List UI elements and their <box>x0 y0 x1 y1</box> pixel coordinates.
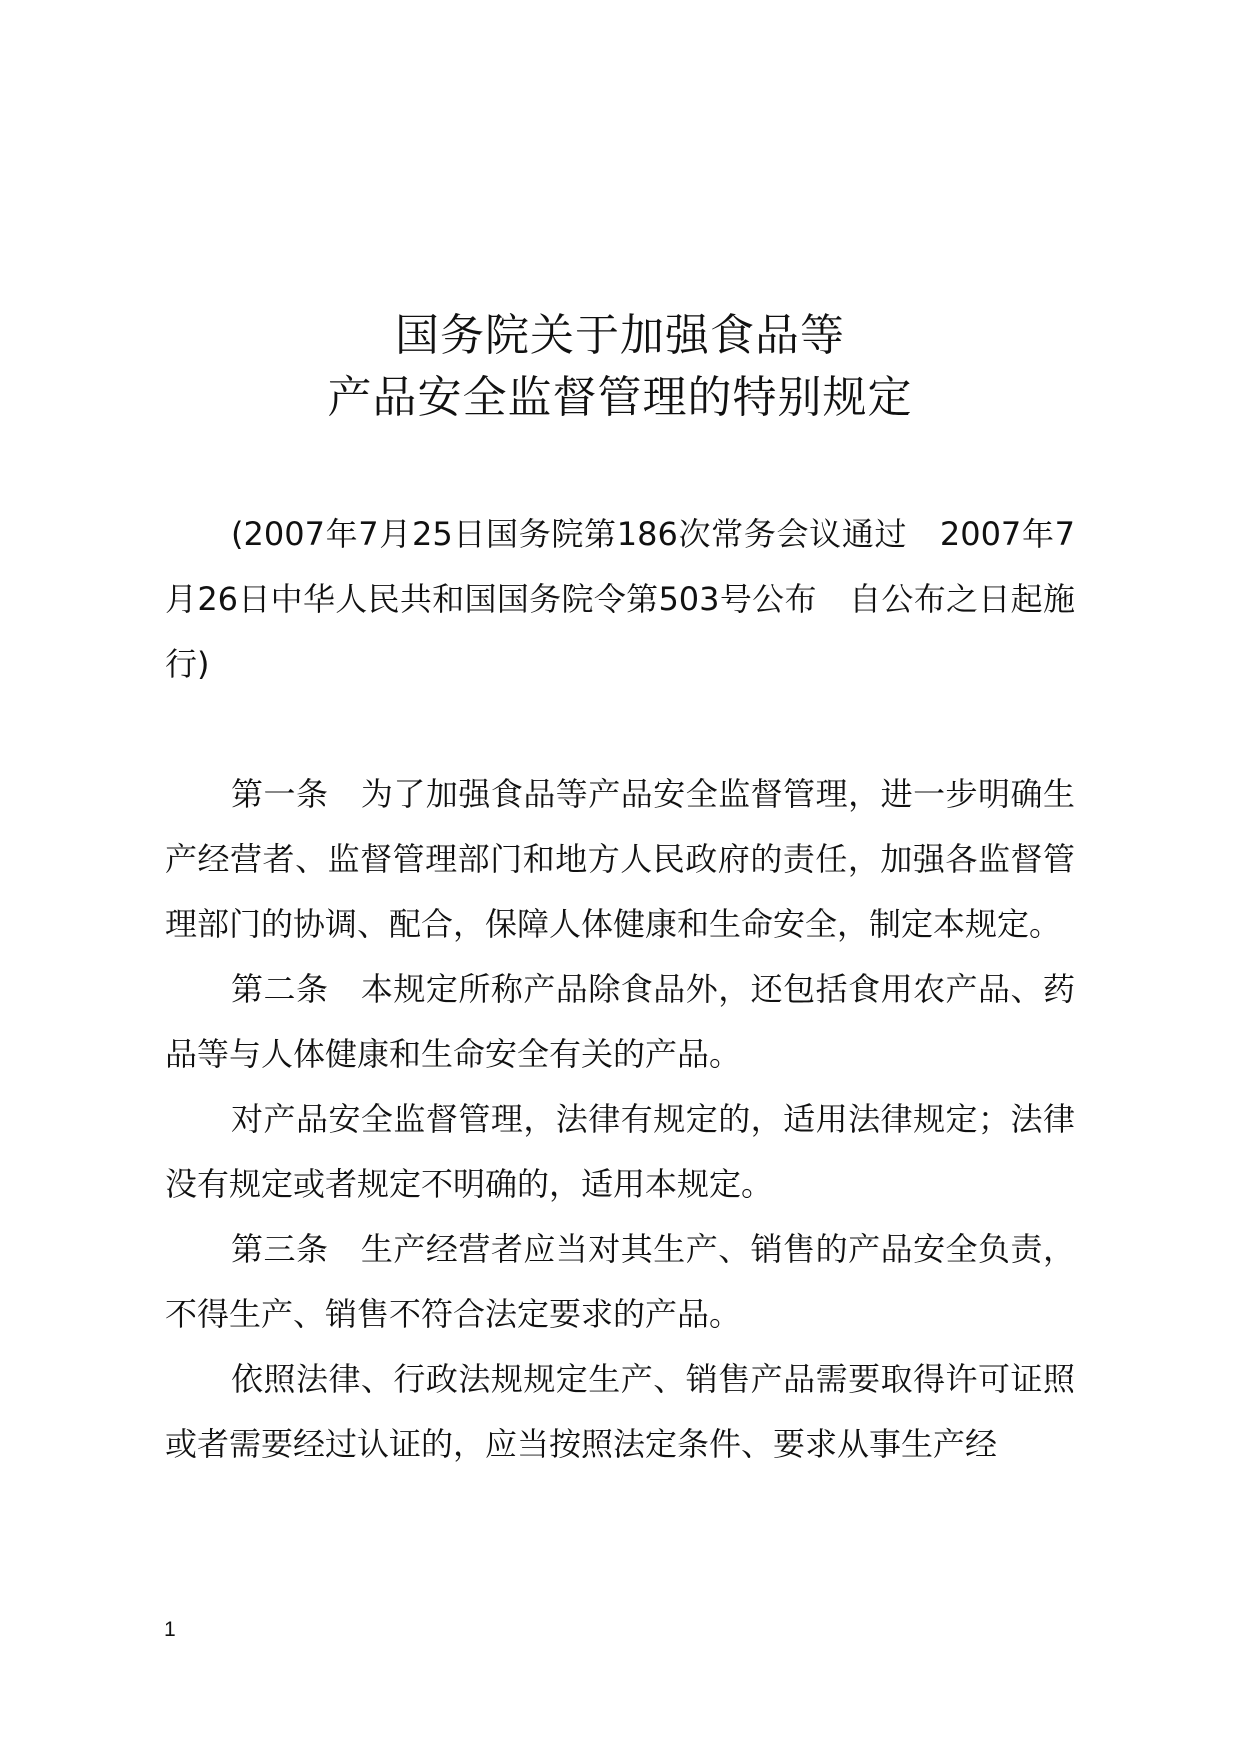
document-body <box>165 502 1075 1477</box>
adoption-note: (2007年7月25日国务院第186次常务会议通过 2007年7月26日中华人民共和国国务院令第503号公布 自公布之日起施行) <box>165 515 1075 683</box>
page-number: 1 <box>164 1618 176 1641</box>
article-3-continuation: 依照法律、行政法规规定生产、销售产品需要取得许可证照或者需要经过认证的，应当按照法定条件、要求从事生产经 <box>165 1360 1075 1463</box>
document-title <box>0 305 1240 429</box>
article-1-paragraph: 第一条 为了加强食品等产品安全监督管理，进一步明确生产经营者、监督管理部门和地方人民政府的责任，加强各监督管理部门的协调、配合，保障人体健康和生命安全，制定本规定。 <box>165 775 1075 943</box>
article-2-paragraph: 第二条 本规定所称产品除食品外，还包括食用农产品、药品等与人体健康和生命安全有关的产品。 <box>165 970 1075 1073</box>
title-line-2: 产品安全监督管理的特别规定 <box>327 372 913 423</box>
article-3-paragraph: 第三条 生产经营者应当对其生产、销售的产品安全负责，不得生产、销售不符合法定要求的产品。 <box>165 1230 1075 1333</box>
title-line-1: 国务院关于加强食品等 <box>395 310 845 361</box>
article-2-continuation: 对产品安全监督管理，法律有规定的，适用法律规定；法律没有规定或者规定不明确的，适用本规定。 <box>165 1100 1075 1203</box>
